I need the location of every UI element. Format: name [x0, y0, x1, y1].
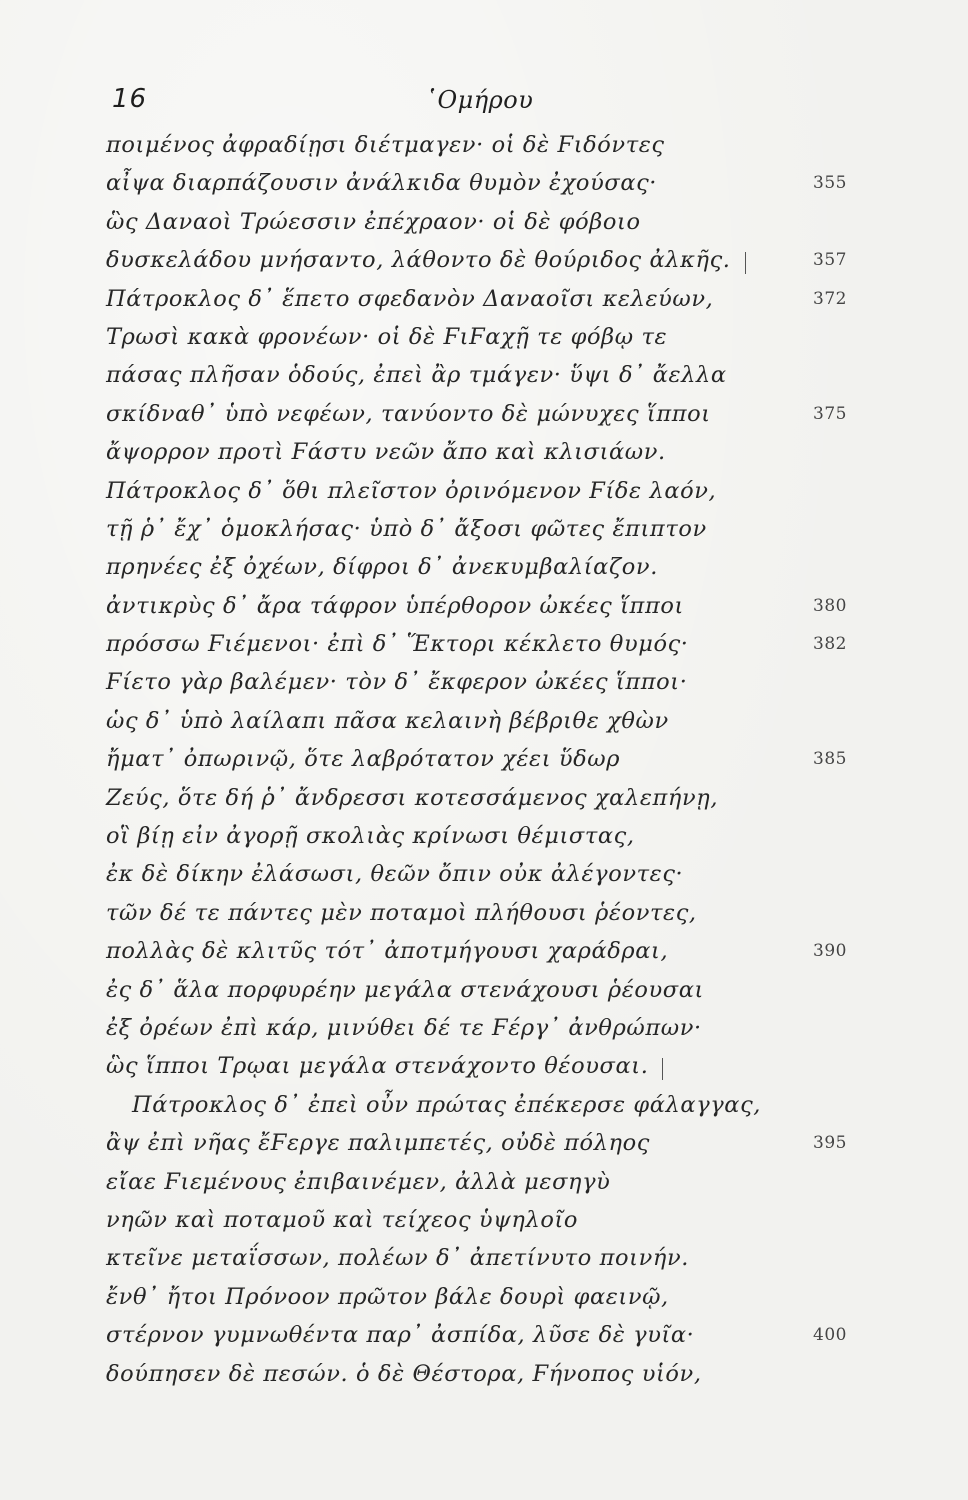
- verse-line-text: ὣς ἵπποι Τρῳαι μεγάλα στενάχοντο θέουσαι.: [106, 1053, 649, 1080]
- verse-line-text: οἳ βίῃ εἰν ἀγορῇ σκολιὰς κρίνωσι θέμιστας,: [106, 823, 635, 850]
- verse-line: [106, 1201, 866, 1239]
- verse-line-text: ἐς δ᾽ ἅλα πορφυρέην μεγάλα στενάχουσι ῥέουσαι: [106, 976, 704, 1003]
- verse-line: [106, 971, 866, 1009]
- verse-line: [106, 1124, 866, 1162]
- verse-line: [106, 164, 866, 202]
- verse-line: [106, 894, 866, 932]
- verse-line: [106, 740, 866, 778]
- verse-line: [106, 663, 866, 701]
- verse-line-text: ἀντικρὺς δ᾽ ἄρα τάφρον ὑπέρθορον ὠκέες ἵπποι: [106, 592, 684, 619]
- verse-line-text: στέρνον γυμνωθέντα παρ᾽ ἀσπίδα, λῦσε δὲ γυῖα·: [106, 1322, 695, 1349]
- verse-line: [106, 395, 866, 433]
- verse-line: [106, 1086, 866, 1124]
- verse-line: [106, 126, 866, 164]
- verse-line: [106, 779, 866, 817]
- verse-line: [106, 855, 866, 893]
- verse-line: [106, 241, 866, 279]
- verse-line: [106, 510, 866, 548]
- line-number: 390: [813, 941, 847, 962]
- verse-line-text: ἂψ ἐπὶ νῆας ἔϜεργε παλιμπετές, οὐδὲ πόληος: [106, 1130, 650, 1157]
- verse-line: [106, 1239, 866, 1277]
- verse-line-text: Ζεύς, ὅτε δή ῥ᾽ ἄνδρεσσι κοτεσσάμενος χαλεπήνῃ,: [106, 784, 719, 811]
- verse-line: [106, 817, 866, 855]
- verse-line-text: σκίδναθ᾽ ὑπὸ νεφέων, τανύοντο δὲ μώνυχες ἵπποι: [106, 400, 711, 427]
- verse-line: [106, 203, 866, 241]
- verse-line: [106, 1316, 866, 1354]
- verse-line-text: ὣς Δαναοὶ Τρώεσσιν ἐπέχραον· οἱ δὲ φόβοιο: [106, 208, 641, 235]
- verse-line: [106, 702, 866, 740]
- verse-line-text: τῇ ῥ᾽ ἔχ᾽ ὁμοκλήσας· ὑπὸ δ᾽ ἄξοσι φῶτες ἔπιπτον: [106, 515, 707, 542]
- verse-line: [106, 1355, 866, 1393]
- verse-text-block: [106, 126, 866, 1393]
- verse-line-text: ἔνθ᾽ ἤτοι Πρόνοον πρῶτον βάλε δουρὶ φαεινῷ,: [106, 1283, 669, 1310]
- line-number: 380: [813, 595, 847, 616]
- verse-line-text: Πάτροκλος δ᾽ ἕπετο σφεδανὸν Δαναοῖσι κελεύων,: [106, 285, 714, 312]
- line-number: 357: [813, 250, 847, 271]
- verse-line-text: εἴαε Ϝιεμένους ἐπιβαινέμεν, ἀλλὰ μεσηγὺ: [106, 1168, 611, 1195]
- verse-line-text: Πάτροκλος δ᾽ ἐπεὶ οὖν πρώτας ἐπέκερσε φάλαγγας,: [132, 1091, 762, 1118]
- verse-line-text: πάσας πλῆσαν ὁδούς, ἐπεὶ ἂρ τμάγεν· ὕψι δ᾽ ἄελλα: [106, 362, 727, 389]
- verse-line: [106, 318, 866, 356]
- verse-line-text: Τρωσὶ κακὰ φρονέων· οἱ δὲ ϜιϜαχῇ τε φόβῳ τε: [106, 323, 668, 350]
- verse-line: [106, 625, 866, 663]
- verse-line-text: Πάτροκλος δ᾽ ὅθι πλεῖστον ὀρινόμενον Ϝίδε λαόν,: [106, 477, 717, 504]
- verse-line-text: δυσκελάδου μνήσαντο, λάθοντο δὲ θούριδος ἀλκῆς.: [106, 247, 731, 274]
- verse-line: [106, 472, 866, 510]
- verse-line: [106, 1009, 866, 1047]
- verse-line-text: ἄψορρον προτὶ Ϝάστυ νεῶν ἄπο καὶ κλισιάων.: [106, 439, 666, 466]
- verse-line-text: ἐκ δὲ δίκην ἐλάσωσι, θεῶν ὄπιν οὐκ ἀλέγοντες·: [106, 861, 684, 888]
- verse-line-text: Ϝίετο γὰρ βαλέμεν· τὸν δ᾽ ἔκφερον ὠκέες ἵπποι·: [106, 669, 688, 696]
- omission-mark: [745, 252, 746, 274]
- verse-line-text: κτεῖνε μεταΐσσων, πολέων δ᾽ ἀπετίνυτο ποινήν.: [106, 1245, 689, 1272]
- verse-line-text: πρόσσω Ϝιέμενοι· ἐπὶ δ᾽ Ἕκτορι κέκλετο θυμός·: [106, 631, 689, 658]
- verse-line-text: ποιμένος ἀφραδίῃσι διέτμαγεν· οἱ δὲ Ϝιδόντες: [106, 132, 665, 158]
- verse-line-text: νηῶν καὶ ποταμοῦ καὶ τείχεος ὑψηλοῖο: [106, 1206, 579, 1233]
- verse-line: [106, 280, 866, 318]
- verse-line-text: ἐξ ὀρέων ἐπὶ κάρ, μινύθει δέ τε Ϝέργ᾽ ἀνθρώπων·: [106, 1014, 702, 1041]
- verse-line: [106, 587, 866, 625]
- verse-line-text: πρηνέες ἐξ ὀχέων, δίφροι δ᾽ ἀνεκυμβαλίαζον.: [106, 554, 658, 581]
- verse-line: [106, 1163, 866, 1201]
- verse-line: [106, 356, 866, 394]
- verse-line-text: αἶψα διαρπάζουσιν ἀνάλκιδα θυμὸν ἐχούσας·: [106, 170, 658, 197]
- verse-line-text: τῶν δέ τε πάντες μὲν ποταμοὶ πλήθουσι ῥέοντες,: [106, 899, 697, 926]
- verse-line-text: δούπησεν δὲ πεσών. ὁ δὲ Θέστορα, Ϝήνοπος υἱόν,: [106, 1360, 702, 1387]
- verse-line: [106, 1047, 866, 1085]
- line-number: 375: [813, 403, 847, 424]
- verse-line: [106, 433, 866, 471]
- verse-line: [106, 548, 866, 586]
- omission-mark: [662, 1058, 663, 1080]
- line-number: 400: [813, 1325, 847, 1346]
- running-head: ῾Ομήρου: [425, 86, 534, 114]
- verse-line: [106, 932, 866, 970]
- verse-line-text: πολλὰς δὲ κλιτῦς τότ᾽ ἀποτμήγουσι χαράδραι,: [106, 938, 669, 965]
- line-number: 355: [813, 173, 847, 194]
- verse-line-text: ἤματ᾽ ὀπωρινῷ, ὅτε λαβρότατον χέει ὕδωρ: [106, 746, 621, 773]
- line-number: 395: [813, 1133, 847, 1154]
- page-number: 16: [112, 84, 148, 114]
- verse-line: [106, 1278, 866, 1316]
- line-number: 385: [813, 749, 847, 770]
- line-number: 382: [813, 634, 847, 655]
- line-number: 372: [813, 288, 847, 309]
- verse-line-text: ὡς δ᾽ ὑπὸ λαίλαπι πᾶσα κελαινὴ βέβριθε χθὼν: [106, 707, 669, 734]
